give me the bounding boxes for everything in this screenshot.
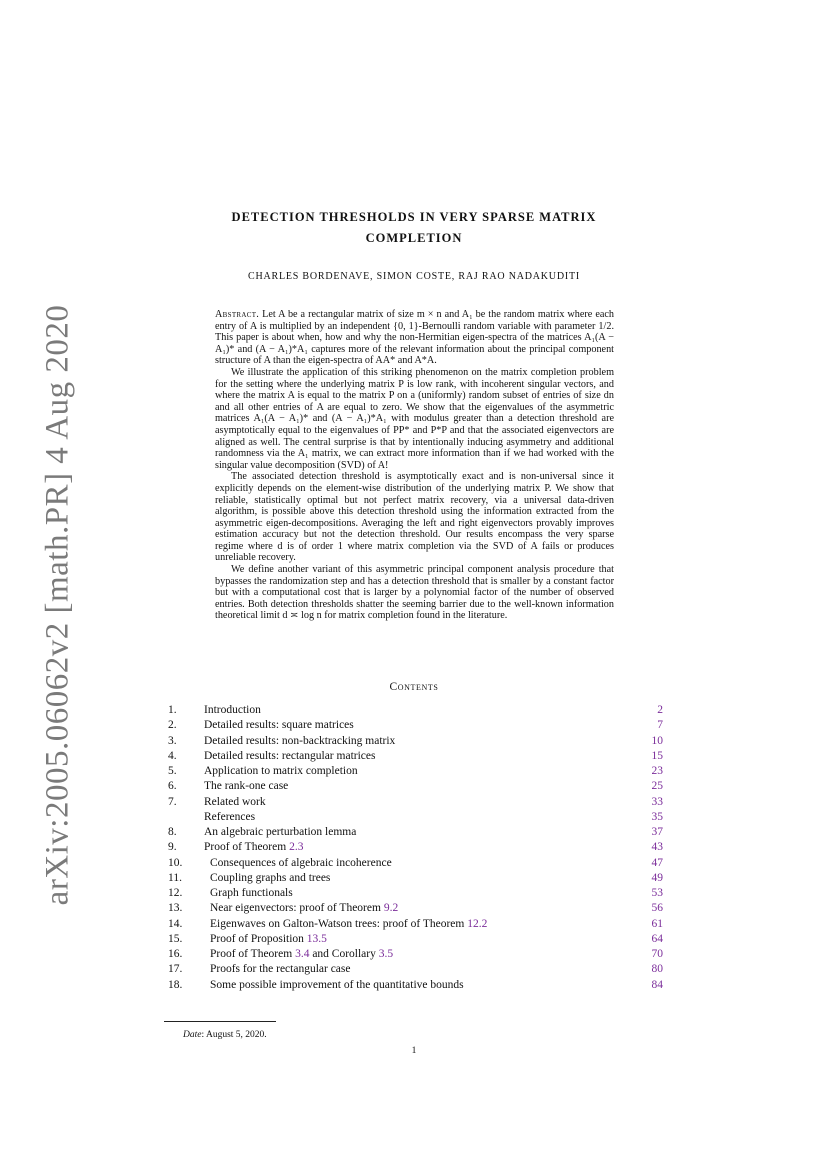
toc-entry-number: 7. [168,795,177,808]
author-list: CHARLES BORDENAVE, SIMON COSTE, RAJ RAO NADAKUDITI [247,271,581,282]
footnote-rule [164,1021,276,1022]
toc-entry[interactable] [168,932,663,947]
toc-entry-text: Proof of Proposition [210,932,307,945]
toc-entry-number: 11. [168,871,182,884]
toc-entry-title [168,810,255,825]
toc-entry-title [168,917,487,932]
toc-entry-title [168,749,375,764]
toc-entry[interactable] [168,734,663,749]
paper-title [180,207,648,249]
abstract [215,309,614,622]
toc-page-link[interactable]: 10 [651,734,663,747]
toc-page-link[interactable]: 37 [651,826,663,838]
toc-page-link[interactable]: 47 [651,856,663,869]
toc-page-link[interactable]: 7 [657,719,663,732]
toc-entry-text: References [204,810,256,823]
toc-entry-title [168,779,288,794]
toc-entry-text: Detailed results: square matrices [204,719,354,732]
toc-entry-number: 12. [168,887,183,899]
toc-crossref-link[interactable]: 3.5 [378,948,394,960]
toc-entry[interactable] [168,825,663,840]
toc-entry-title [168,825,356,840]
toc-entry-number: 13. [168,902,183,915]
toc-entry-text: Coupling graphs and trees [210,871,331,884]
toc-entry-number: 15. [168,932,183,945]
toc-page-link[interactable]: 25 [651,780,663,793]
toc-entry-number: 6. [168,780,177,793]
toc-page-link[interactable]: 56 [651,902,663,915]
toc-entry-title [168,947,393,962]
toc-page-link[interactable]: 61 [651,917,663,930]
toc-entry-text: An algebraic perturbation lemma [204,826,357,838]
title-line-2: COMPLETION [365,231,463,245]
toc-entry-title [168,795,266,810]
contents-heading: Contents [389,681,439,693]
toc-entry-text: Proof of Theorem [210,948,296,960]
toc-entry-number: 18. [168,978,183,991]
toc-entry-title [168,978,464,993]
toc-entry-number: 9. [168,841,177,854]
toc-crossref-link[interactable]: 12.2 [467,917,488,930]
toc-crossref-link[interactable]: 2.3 [289,841,304,854]
toc-entry-title [168,886,293,901]
abstract-paragraph-4: We define another variant of this asymmetric principal component analysis procedure that bypasses the randomization step and has a detection threshold that is smaller by a constant factor but with a computational cost that is larger by a polynomial factor of the number of observed entries. Both detection thresholds shatter the seeming barrier due to the well-known information theoretical limit d ≍ log n for matrix completion found in the literature. [215,564,614,622]
toc-entry[interactable] [168,810,663,825]
toc-entry-text: Consequences of algebraic incoherence [210,856,392,869]
toc-entry-text-continued: and Corollary [309,948,379,960]
toc-entry-title [168,703,261,718]
toc-entry[interactable] [168,917,663,932]
toc-entry-title [168,932,327,947]
toc-page-link[interactable]: 15 [651,749,663,762]
toc-entry-number: 1. [168,704,177,716]
toc-entry-number: 16. [168,948,183,960]
toc-entry[interactable] [168,947,663,962]
toc-entry-text: Graph functionals [210,887,293,899]
toc-page-link[interactable]: 43 [651,841,663,854]
toc-crossref-link[interactable]: 3.4 [295,948,310,960]
abstract-label: Abstract. [215,309,260,320]
date-label: Date [183,1030,202,1040]
toc-crossref-link[interactable]: 9.2 [383,902,399,915]
abstract-paragraph-3: The associated detection threshold is asymptotically exact and is non-universal since it explicitly depends on the element-wise distribution of the underlying matrix P. We show that reliable, statistically optimal but not perfect matrix recovery, via a universal data-driven algorithm, is possible above this detection threshold using the information extracted from the asymmetric eigen-decompositions. Averaging the left and right eigenvectors provably improves estimation accuracy but not the detection threshold. Our results encompass the very sparse regime where d is of order 1 where matrix completion via the SVD of A fails or produces unreliable recovery. [215,471,614,564]
toc-entry-number: 17. [168,963,183,976]
arxiv-stamp: arXiv:2005.06062v2 [math.PR] 4 Aug 2020 [39,304,76,906]
toc-entry-number: 2. [168,719,177,732]
toc-entry-text: Introduction [204,704,261,716]
toc-entry[interactable] [168,856,663,871]
toc-entry-text: The rank-one case [204,780,289,793]
toc-entry[interactable] [168,840,663,855]
toc-page-link[interactable]: 35 [651,810,663,823]
toc-entry[interactable] [168,779,663,794]
toc-entry-number: 5. [168,765,177,777]
toc-page-link[interactable]: 2 [657,704,663,716]
toc-entry-title [168,840,303,855]
toc-entry-number: 10. [168,856,183,869]
abstract-paragraph-1 [215,309,614,367]
table-of-contents [168,703,663,993]
toc-entry-title [168,901,398,916]
toc-entry-title [168,718,354,733]
abstract-paragraph-2: We illustrate the application of this striking phenomenon on the matrix completion problem for the setting where the underlying matrix P is low rank, with incoherent singular vectors, and where the matrix A is equal to the matrix P on a (uniformly) random subset of entries of size dn and all other entries of A are equal to zero. We show that the eigenvalues of the asymmetric matrices A₁(A − A₁)* and (A − A₁)*A₁ with modulus greater than a detection threshold are asymptotically equal to the eigenvalues of PP* and P*P and that the associated eigenvectors are aligned as well. The central surprise is that by intentionally inducing asymmetry and additional randomness via the A₁ matrix, we can extract more information than if we had worked with the singular value decomposition (SVD) of A! [215,366,614,471]
toc-entry-text: Detailed results: non-backtracking matrix [204,734,396,747]
toc-entry-title [168,764,358,779]
toc-entry-text: Related work [204,795,266,808]
toc-page-link[interactable]: 70 [651,948,663,960]
toc-entry-number: 4. [168,749,177,762]
title-line-1: DETECTION THRESHOLDS IN VERY SPARSE MATRIX [231,210,597,224]
toc-entry[interactable] [168,871,663,886]
toc-entry-text: Some possible improvement of the quantitative bounds [210,978,464,991]
toc-entry[interactable] [168,764,663,779]
toc-page-link[interactable]: 84 [651,978,663,991]
toc-entry[interactable] [168,886,663,901]
date-text: : August 5, 2020. [201,1030,267,1040]
toc-entry[interactable] [168,962,663,977]
abstract-text-1: Let A be a rectangular matrix of size m × n and A₁ be the random matrix where each entry of A is multiplied by an independent {0, 1}-Bernoulli random variable with parameter 1/2. This paper is about when, how and why the non-Hermitian eigen-spectra of the matrices A₁(A − A₁)* and (A − A₁)*A₁ captures more of the relevant information about the principal component structure of A than the eigen-spectra of AA* and A*A. [215,309,614,367]
toc-entry-number: 8. [168,826,177,838]
toc-page-link[interactable]: 49 [651,871,663,884]
toc-entry-text: Near eigenvectors: proof of Theorem [210,902,384,915]
toc-entry-text: Proofs for the rectangular case [210,963,351,976]
toc-entry[interactable] [168,749,663,764]
toc-page-link[interactable]: 80 [651,963,663,976]
toc-page-link[interactable]: 64 [651,932,663,945]
toc-entry-title [168,856,392,871]
page-number: 1 [411,1046,417,1056]
toc-entry-title [168,871,330,886]
toc-crossref-link[interactable]: 13.5 [306,932,327,945]
toc-entry-title [168,962,351,977]
toc-entry[interactable] [168,795,663,810]
toc-entry-text: Detailed results: rectangular matrices [204,749,376,762]
toc-entry-number: 3. [168,734,177,747]
toc-entry-text: Eigenwaves on Galton-Watson trees: proof of Theorem [210,917,468,930]
toc-entry[interactable] [168,901,663,916]
toc-page-link[interactable]: 53 [651,887,663,899]
toc-entry-title [168,734,395,749]
toc-entry[interactable] [168,978,663,993]
toc-page-link[interactable]: 23 [651,765,663,777]
date-footnote [183,1030,267,1040]
toc-entry-text: Proof of Theorem [204,841,290,854]
toc-entry-text: Application to matrix completion [204,765,358,777]
toc-entry[interactable] [168,718,663,733]
toc-entry-number: 14. [168,917,183,930]
toc-page-link[interactable]: 33 [651,795,663,808]
toc-entry[interactable] [168,703,663,718]
